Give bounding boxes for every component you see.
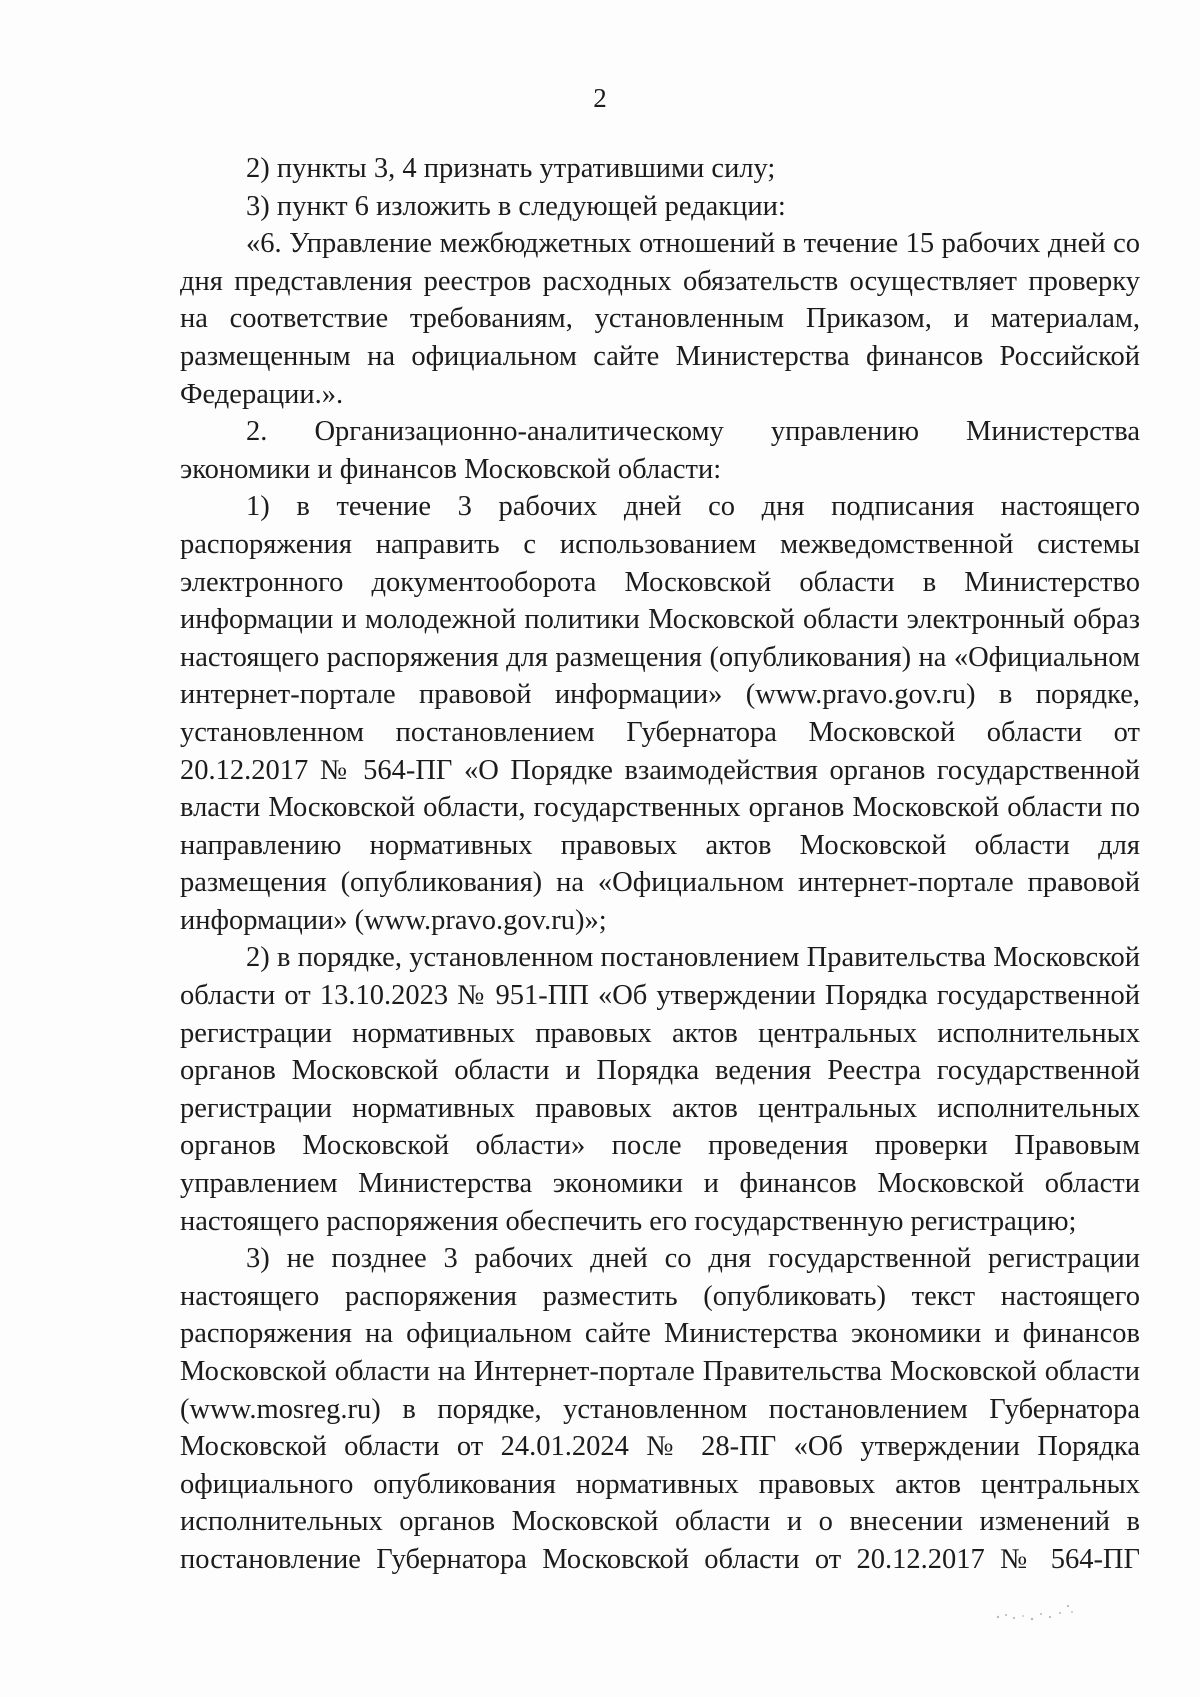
page-number: 2 xyxy=(593,83,607,113)
paragraph-item-3: 3) пункт 6 изложить в следующей редакции: xyxy=(246,190,786,222)
paragraph-subitem-3: 3) не позднее 3 рабочих дней со дня государственной регистрации настоящего распоряжения разместить (опубликовать) текст настоящего распоряжения на официальном сайте Министерства экономики и финансов Московской области на Интернет-портале Правительства Московской области (www.mosreg.ru) в порядке, установленном постановлением Губернатора Московской области от 24.01.2024 № 28-ПГ «Об утверждении Порядка официального опубликования нормативных правовых актов центральных исполнительных органов Московской области и о внесении изменений в постановление Губернатора Московской области от 20.12.2017 № 564-ПГ xyxy=(180,1243,1140,1575)
document-body xyxy=(180,150,1140,1579)
paragraph-item-6-text: «6. Управление межбюджетных отношений в течение 15 рабочих дней со дня представления реестров расходных обязательств осуществляет проверку на соответствие требованиям, установленным Приказом, и материалам, размещенным на официальном сайте Министерства финансов Российской Федерации.». xyxy=(180,228,1140,410)
paragraph-subitem-1: 1) в течение 3 рабочих дней со дня подписания настоящего распоряжения направить с использованием межведомственной системы электронного документооборота Московской области в Министерство информации и молодежной политики Московской области электронный образ настоящего распоряжения для размещения (опубликования) на «Официальном интернет-портале правовой информации» (www.pravo.gov.ru) в порядке, установленном постановлением Губернатора Московской области от 20.12.2017 № 564-ПГ «О Порядке взаимодействия органов государственной власти Московской области, государственных органов Московской области по направлению нормативных правовых актов Московской области для размещения (опубликования) на «Официальном интернет-портале правовой информации» (www.pravo.gov.ru)»; xyxy=(180,491,1140,936)
paragraph-subitem-2: 2) в порядке, установленном постановлением Правительства Московской области от 13.10.2023 № 951-ПП «Об утверждении Порядка государственной регистрации нормативных правовых актов центральных исполнительных органов Московской области и Порядка ведения Реестра государственной регистрации нормативных правовых актов центральных исполнительных органов Московской области» после проведения проверки Правовым управлением Министерства экономики и финансов Московской области настоящего распоряжения обеспечить его государственную регистрацию; xyxy=(180,942,1140,1237)
paragraph-item-2: 2) пункты 3, 4 признать утратившими силу; xyxy=(246,153,776,184)
scan-noise-marks xyxy=(990,1597,1080,1627)
paragraph-section-2: 2. Организационно-аналитическому управлению Министерства экономики и финансов Московской области: xyxy=(180,416,1140,485)
